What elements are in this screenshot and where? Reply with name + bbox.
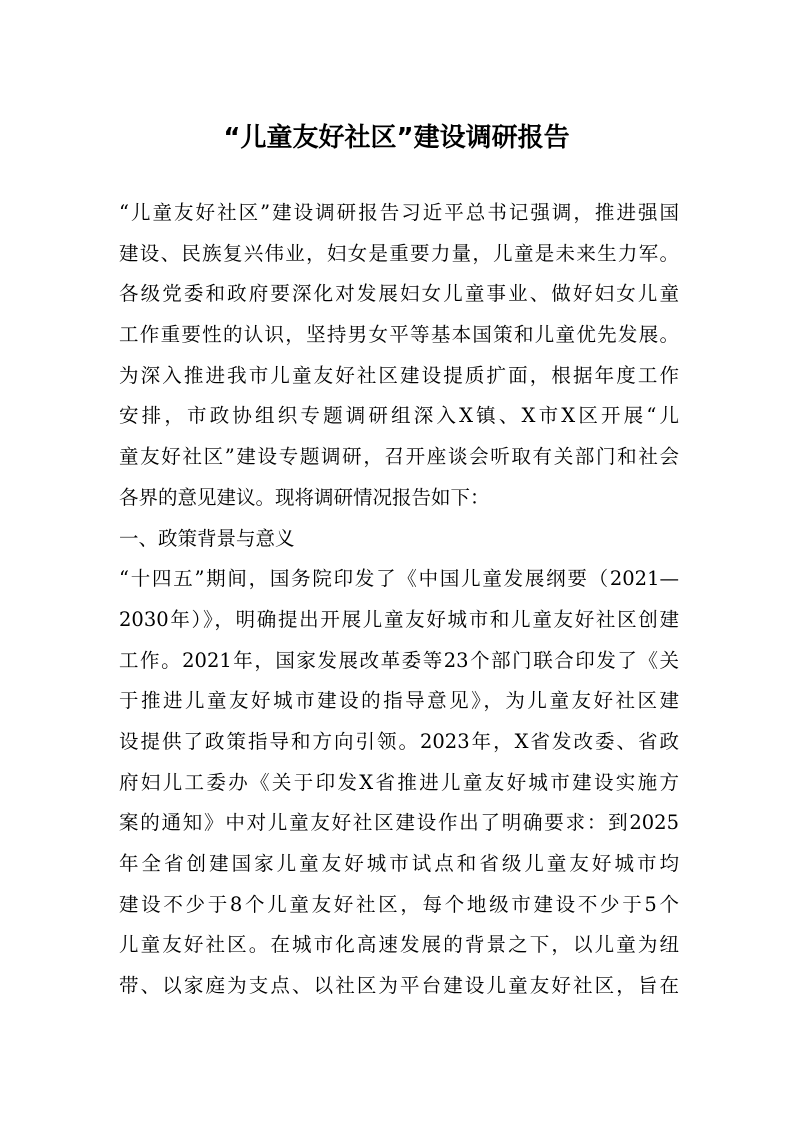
body-line: 案的通知》中对儿童友好社区建设作出了明确要求：到2025 <box>119 811 679 835</box>
body-line: 建设不少于8个儿童友好社区，每个地级市建设不少于5个 <box>119 892 679 916</box>
body-line: 工作重要性的认识，坚持男女平等基本国策和儿童优先发展。 <box>119 323 679 347</box>
body-line: 儿童友好社区。在城市化高速发展的背景之下，以儿童为纽 <box>119 933 679 957</box>
body-line: 2030年）》，明确提出开展儿童友好城市和儿童友好社区创建 <box>119 607 679 631</box>
body-line: 带、以家庭为支点、以社区为平台建设儿童友好社区，旨在 <box>119 974 679 998</box>
body-line: 府妇儿工委办《关于印发X省推进儿童友好城市建设实施方 <box>119 770 679 794</box>
body-line: 设提供了政策指导和方向引领。2023年，X省发改委、省政 <box>119 729 679 753</box>
section-heading: 一、政策背景与意义 <box>119 526 295 550</box>
body-line: 工作。2021年，国家发展改革委等23个部门联合印发了《关 <box>119 648 679 672</box>
body-line: 童友好社区”建设专题调研，召开座谈会听取有关部门和社会 <box>119 445 679 469</box>
body-line: 各级党委和政府要深化对发展妇女儿童事业、做好妇女儿童 <box>119 282 679 306</box>
document-title: “儿童友好社区”建设调研报告 <box>223 123 570 153</box>
body-line: “儿童友好社区”建设调研报告习近平总书记强调，推进强国 <box>119 201 679 224</box>
body-line: 安排，市政协组织专题调研组深入X镇、X市X区开展“儿 <box>119 404 679 428</box>
body-line: 建设、民族复兴伟业，妇女是重要力量，儿童是未来生力军。 <box>119 241 679 265</box>
body-line: 各界的意见建议。现将调研情况报告如下： <box>119 485 490 509</box>
body-line: 为深入推进我市儿童友好社区建设提质扩面，根据年度工作 <box>119 363 679 387</box>
body-line: 于推进儿童友好城市建设的指导意见》，为儿童友好社区建 <box>119 689 679 713</box>
document-body <box>119 193 679 1007</box>
body-line: “十四五”期间，国务院印发了《中国儿童发展纲要（2021— <box>119 567 679 591</box>
body-line: 年全省创建国家儿童友好城市试点和省级儿童友好城市均 <box>119 852 679 875</box>
